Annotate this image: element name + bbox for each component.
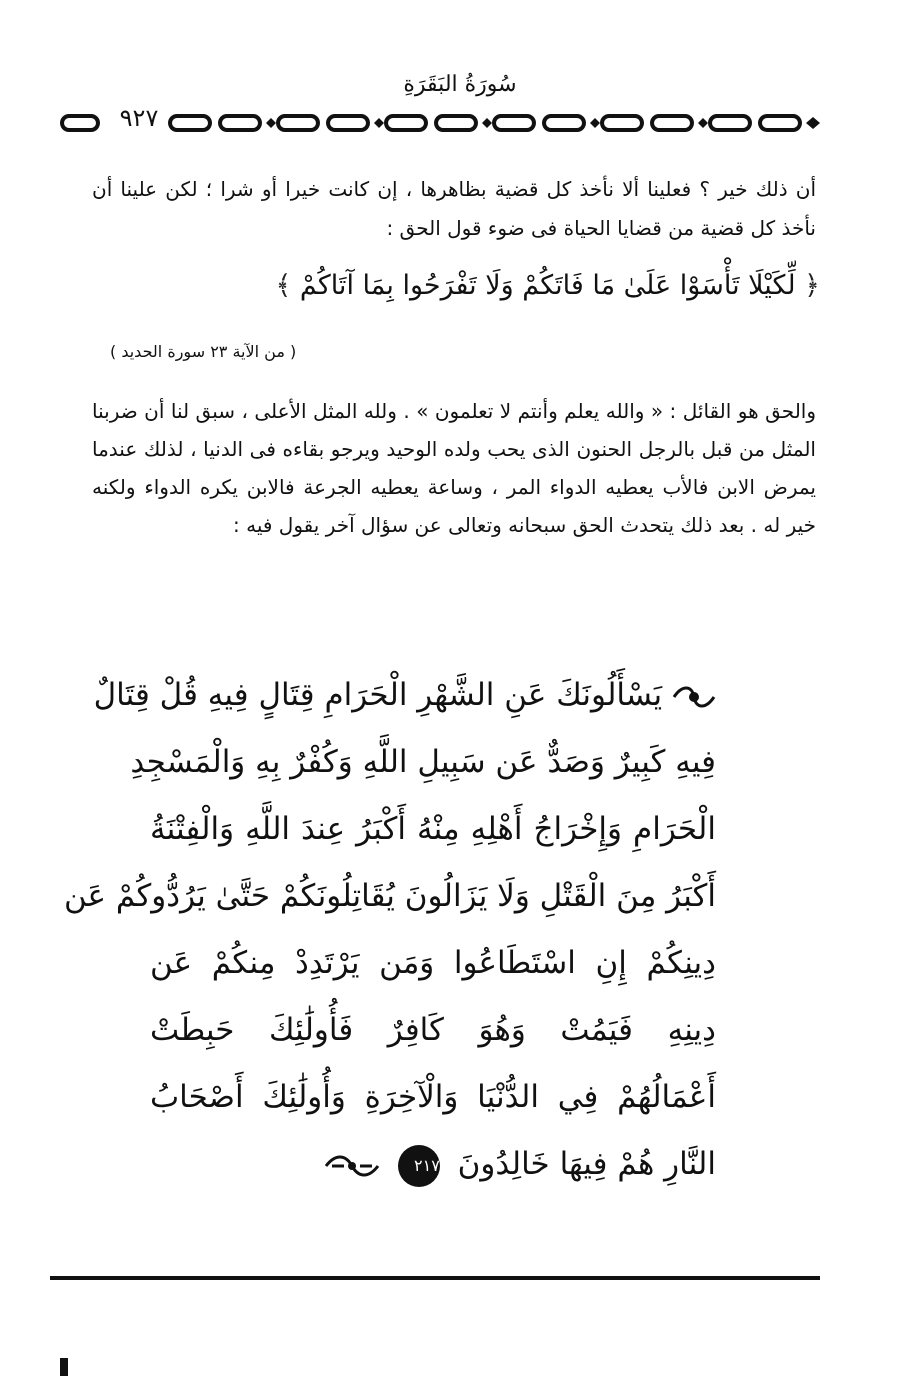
corner-mark xyxy=(60,1358,68,1376)
paragraph-1: أن ذلك خير ؟ فعلينا ألا نأخذ كل قضية بظاهرها ، إن كانت خيرا أو شرا ؛ لكن علينا أن نأخذ كل قضية من قضايا الحياة فى ضوء قول الحق : xyxy=(92,177,816,240)
footer-rule xyxy=(50,1276,820,1280)
quran-line-3: الْحَرَامِ وَإِخْرَاجُ أَهْلِهِ مِنْهُ أَكْبَرُ عِندَ اللَّهِ وَالْفِتْنَةُ xyxy=(150,811,716,847)
ayah-number-marker: ٢١٧ xyxy=(398,1145,440,1187)
quran-line-7: أَعْمَالُهُمْ فِي الدُّنْيَا وَالْآخِرَةِ وَأُولَٰئِكَ أَصْحَابُ xyxy=(150,1079,716,1115)
ornament-border xyxy=(58,108,834,140)
quran-line-8: النَّارِ هُمْ فِيهَا خَالِدُونَ ٢١٧ xyxy=(150,1131,716,1198)
quran-passage xyxy=(63,662,716,1198)
surah-title: سُورَةُ البَقَرَةِ xyxy=(403,72,517,97)
quran-line-1: يَسْأَلُونَكَ عَنِ الشَّهْرِ الْحَرَامِ قِتَالٍ فِيهِ قُلْ قِتَالٌ xyxy=(150,662,716,729)
page-number: ٩٢٧ xyxy=(119,104,159,132)
verse-citation: ( من الآية ٢٣ سورة الحديد ) xyxy=(110,342,297,361)
quran-line-6: دِينِهِ فَيَمُتْ وَهُوَ كَافِرٌ فَأُولَٰئِكَ حَبِطَتْ xyxy=(150,1012,716,1048)
quoted-verse-text: لِّكَيْلَا تَأْسَوْا عَلَىٰ مَا فَاتَكُمْ وَلَا تَفْرَحُوا بِمَا آتَاكُمْ xyxy=(299,270,796,301)
quran-line-5: دِينِكُمْ إِنِ اسْتَطَاعُوا وَمَن يَرْتَدِدْ مِنكُمْ عَن xyxy=(150,945,716,981)
quran-line-2: فِيهِ كَبِيرٌ وَصَدٌّ عَن سَبِيلِ اللَّهِ وَكُفْرٌ بِهِ وَالْمَسْجِدِ xyxy=(130,744,716,780)
paragraph-2: والحق هو القائل : « والله يعلم وأنتم لا تعلمون » . ولله المثل الأعلى ، سبق لنا أن ضربنا المثل من قبل بالرجل الحنون الذى يحب ولده الوحيد ويرجو بقاءه فى الدنيا ، لذلك عندما يمرض الابن فالأب يعطيه الدواء المر ، وساعة يعطيه الجرعة فالابن يكره الدواء ولكنه خير له . بعد ذلك يتحدث الحق سبحانه وتعالى عن سؤال آخر يقول فيه : xyxy=(92,399,816,537)
quoted-verse xyxy=(275,270,820,301)
verse-close-bracket: ﴾ xyxy=(275,270,292,301)
verse-open-bracket: ﴿ xyxy=(804,270,820,301)
verse-start-ornament-icon xyxy=(672,683,716,711)
verse-end-ornament-icon xyxy=(324,1151,380,1181)
quran-line-4: أَكْبَرُ مِنَ الْقَتْلِ وَلَا يَزَالُونَ يُقَاتِلُونَكُمْ حَتَّىٰ يَرُدُّوكُمْ عَن xyxy=(63,878,716,914)
